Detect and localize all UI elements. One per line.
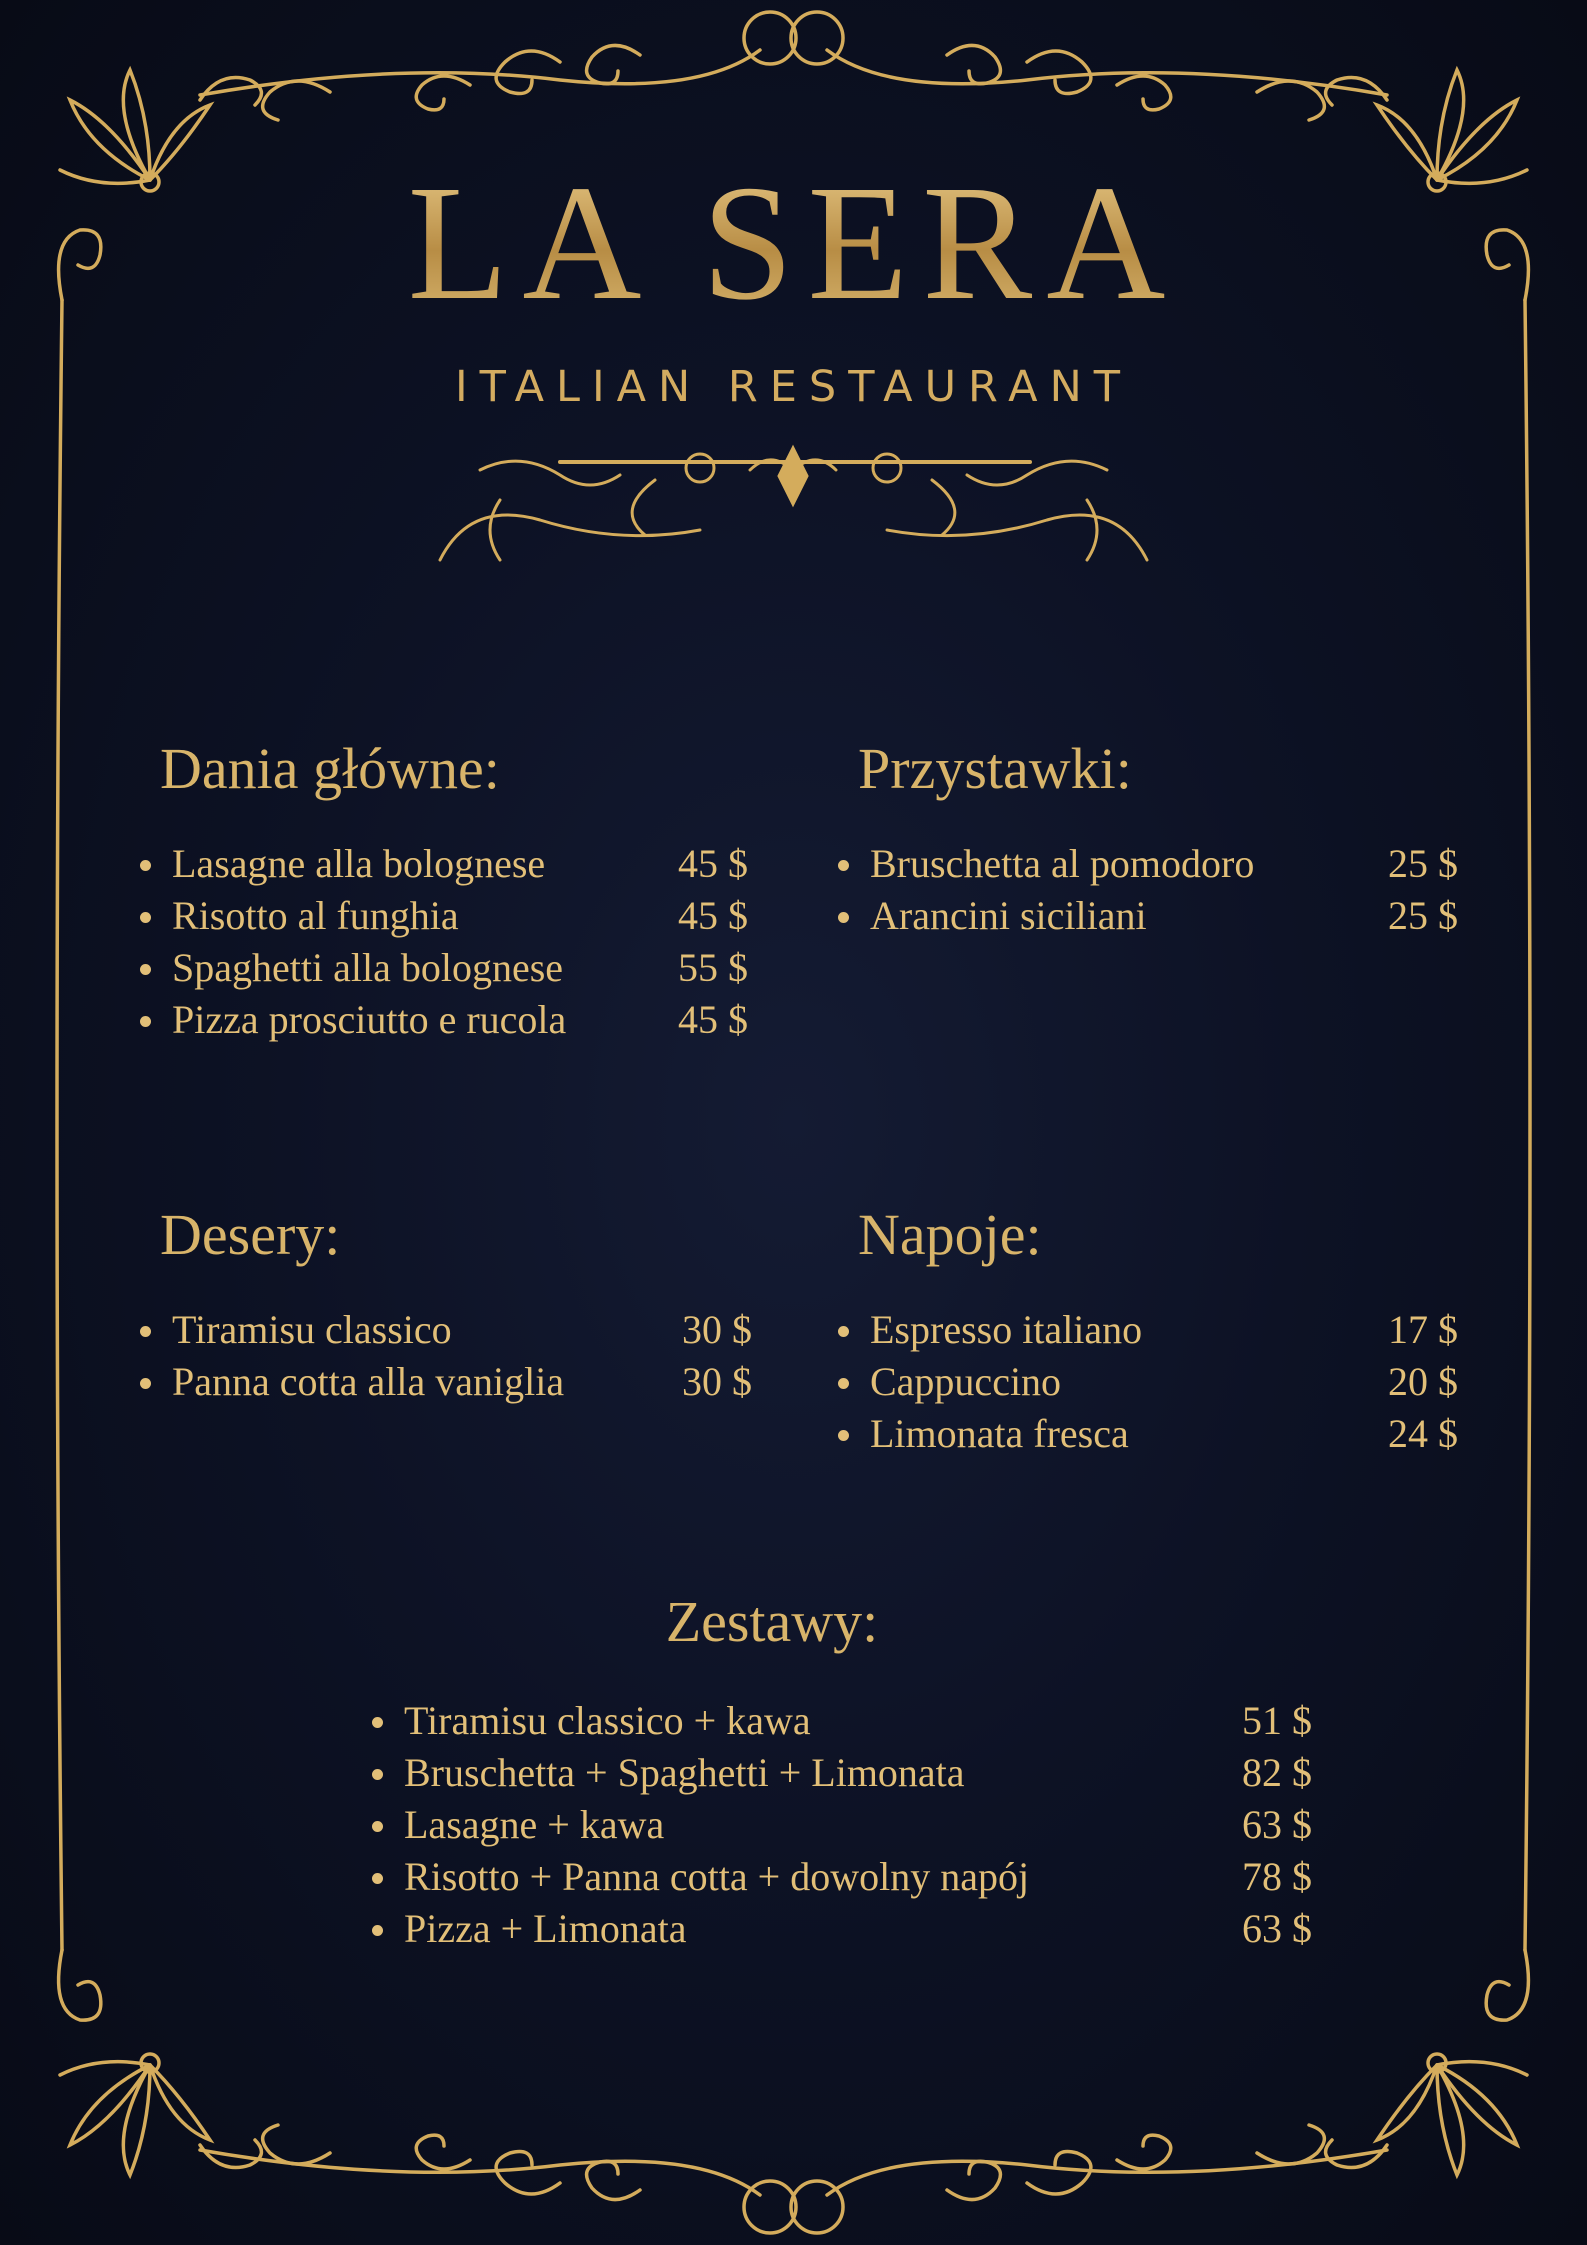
menu-item xyxy=(838,890,1458,942)
item-price: 82 $ xyxy=(1242,1750,1312,1795)
restaurant-tagline: ITALIAN RESTAURANT xyxy=(454,362,1133,412)
section-heading: Napoje: xyxy=(858,1202,1042,1267)
menu-item xyxy=(372,1903,1312,1955)
item-price: 30 $ xyxy=(682,1307,752,1352)
menu-item xyxy=(372,1851,1312,1903)
menu-list xyxy=(838,1304,1458,1460)
item-price: 63 $ xyxy=(1242,1906,1312,1951)
menu-list xyxy=(372,1695,1312,1955)
item-price: 24 $ xyxy=(1388,1411,1458,1456)
flourish-divider xyxy=(440,448,1147,560)
item-name: Panna cotta alla vaniglia xyxy=(172,1359,565,1404)
bullet-icon xyxy=(140,1016,151,1027)
item-price: 78 $ xyxy=(1242,1854,1312,1899)
menu-item xyxy=(372,1747,1312,1799)
menu-item xyxy=(140,994,748,1046)
bullet-icon xyxy=(372,1925,383,1936)
menu-item xyxy=(140,1356,752,1408)
section-heading: Desery: xyxy=(160,1202,341,1267)
bullet-icon xyxy=(838,1378,849,1389)
item-price: 25 $ xyxy=(1388,841,1458,886)
menu-item xyxy=(838,1304,1458,1356)
section-starters xyxy=(838,736,1458,942)
section-heading: Dania główne: xyxy=(160,736,500,801)
item-price: 17 $ xyxy=(1388,1307,1458,1352)
menu-item xyxy=(838,1408,1458,1460)
item-price: 51 $ xyxy=(1242,1698,1312,1743)
item-name: Arancini siciliani xyxy=(870,893,1147,938)
bullet-icon xyxy=(838,1326,849,1337)
bullet-icon xyxy=(372,1873,383,1884)
bullet-icon xyxy=(838,912,849,923)
item-price: 20 $ xyxy=(1388,1359,1458,1404)
menu-item xyxy=(140,838,748,890)
item-name: Lasagne + kawa xyxy=(404,1802,665,1847)
bullet-icon xyxy=(140,1378,151,1389)
menu-item xyxy=(838,838,1458,890)
item-name: Risotto + Panna cotta + dowolny napój xyxy=(404,1854,1030,1899)
menu-item xyxy=(372,1695,1312,1747)
menu-item xyxy=(140,890,748,942)
section-desserts xyxy=(140,1202,752,1408)
item-name: Risotto al funghia xyxy=(172,893,459,938)
bullet-icon xyxy=(140,964,151,975)
item-name: Tiramisu classico xyxy=(172,1307,452,1352)
menu-list xyxy=(140,838,748,1046)
bullet-icon xyxy=(140,1326,151,1337)
section-sets xyxy=(372,1589,1312,1955)
item-name: Pizza prosciutto e rucola xyxy=(172,997,567,1042)
item-name: Bruschetta + Spaghetti + Limonata xyxy=(404,1750,965,1795)
restaurant-name: LA SERA xyxy=(0,160,1587,325)
bullet-icon xyxy=(838,860,849,871)
menu-list xyxy=(838,838,1458,942)
item-name: Limonata fresca xyxy=(870,1411,1129,1456)
item-name: Lasagne alla bolognese xyxy=(172,841,546,886)
menu-item xyxy=(838,1356,1458,1408)
item-name: Pizza + Limonata xyxy=(404,1906,687,1951)
item-price: 45 $ xyxy=(678,893,748,938)
section-main-dishes xyxy=(140,736,748,1046)
bullet-icon xyxy=(372,1717,383,1728)
bullet-icon xyxy=(372,1821,383,1832)
section-heading: Zestawy: xyxy=(665,1589,879,1654)
item-price: 25 $ xyxy=(1388,893,1458,938)
menu-item xyxy=(140,1304,752,1356)
section-drinks xyxy=(838,1202,1458,1460)
menu-item xyxy=(372,1799,1312,1851)
item-name: Tiramisu classico + kawa xyxy=(404,1698,811,1743)
bullet-icon xyxy=(372,1769,383,1780)
item-price: 63 $ xyxy=(1242,1802,1312,1847)
bullet-icon xyxy=(140,912,151,923)
item-price: 45 $ xyxy=(678,997,748,1042)
item-price: 55 $ xyxy=(678,945,748,990)
item-name: Cappuccino xyxy=(870,1359,1062,1404)
item-price: 45 $ xyxy=(678,841,748,886)
section-heading: Przystawki: xyxy=(858,736,1132,801)
item-name: Spaghetti alla bolognese xyxy=(172,945,564,990)
bullet-icon xyxy=(838,1430,849,1441)
menu-item xyxy=(140,942,748,994)
item-name: Bruschetta al pomodoro xyxy=(870,841,1255,886)
item-name: Espresso italiano xyxy=(870,1307,1143,1352)
menu-list xyxy=(140,1304,752,1408)
item-price: 30 $ xyxy=(682,1359,752,1404)
bullet-icon xyxy=(140,860,151,871)
